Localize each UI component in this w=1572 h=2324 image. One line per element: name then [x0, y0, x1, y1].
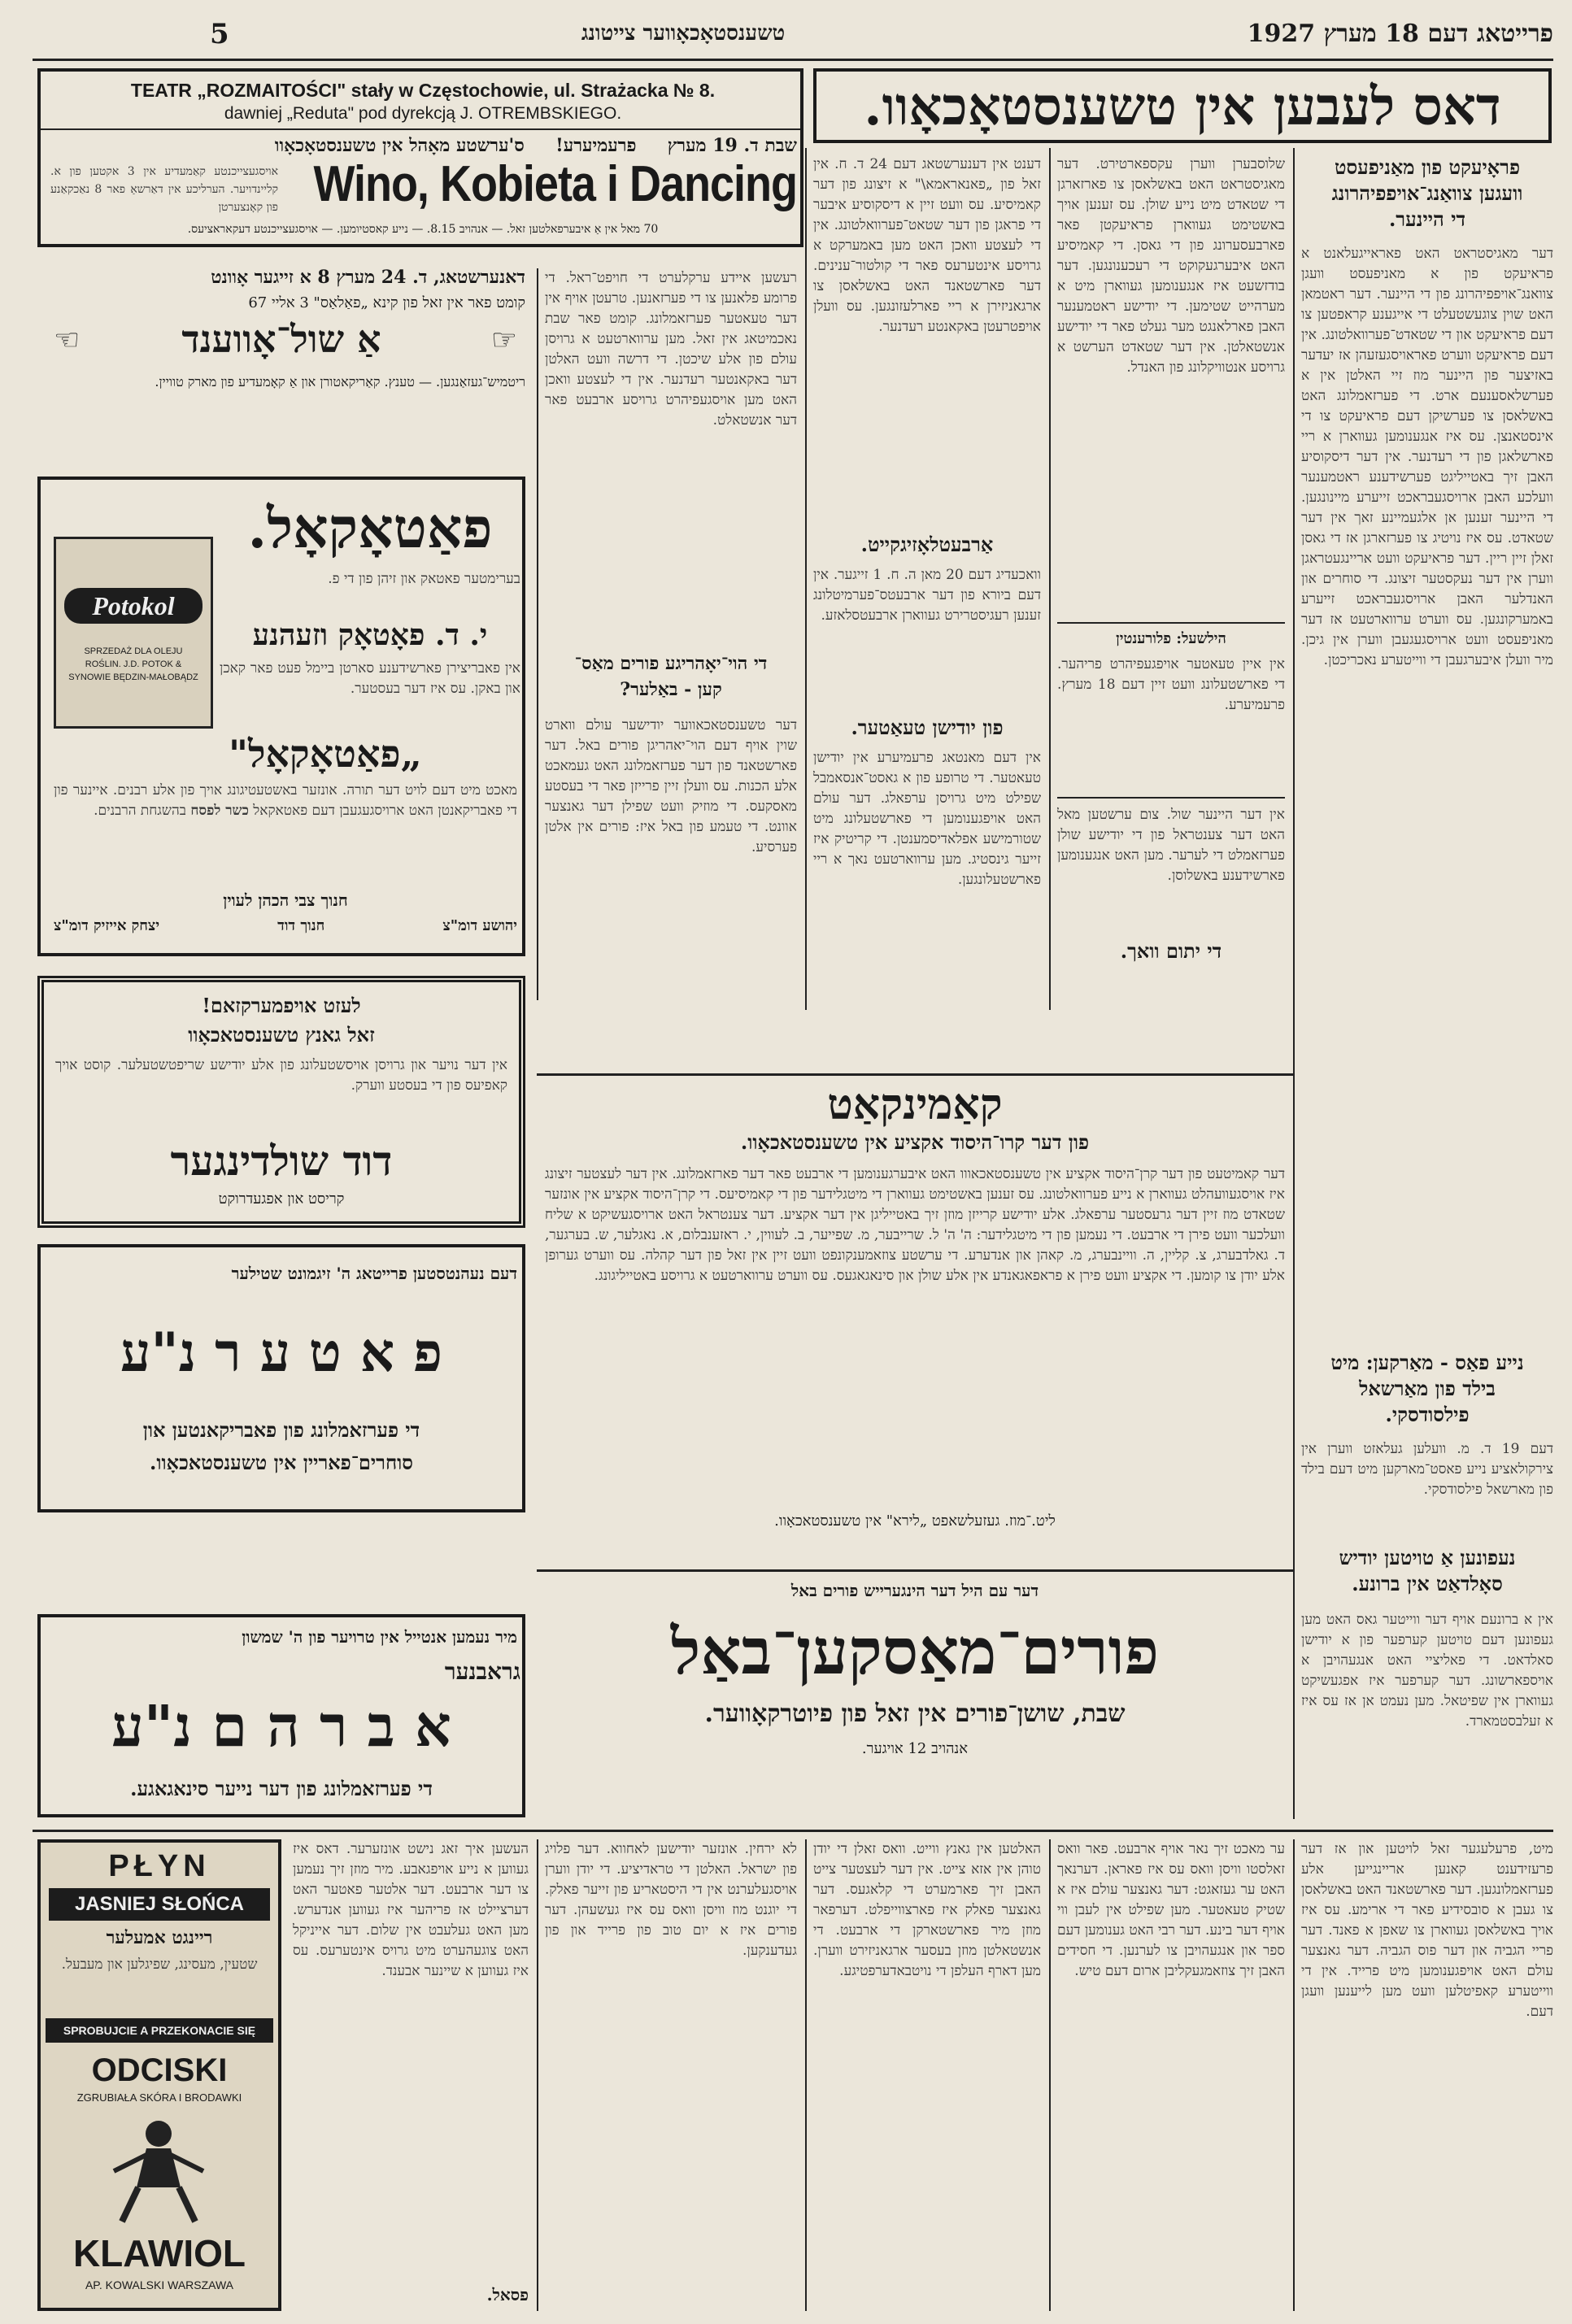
bottom-col-5: העשען איך זאג נישט אונזערער. דאס איז געווען א נייע אויפגאבע. מיר מוזן זיך נעמען צו דער ארבעט. דער אלטער פאטער האט דערציילט אז פריהער איז געווען אנדערש. מען האט געלעבט אין שלום. דער אייניקל האט צוגעהערט מיט גרויס אינטערעס. עס איז געווען א שיינער אבענד.: [293, 1841, 529, 1979]
plyn-slogan: SPROBUJCIE A PRZEKONACIE SIĘ: [46, 2018, 273, 2043]
masq-title: זאל גאנץ טשענסטאכאָוו: [188, 1023, 375, 1047]
avraham-line2: גראבנער: [444, 1658, 520, 1685]
masthead: [0, 0, 1572, 57]
sub10-line1: די הוי־יאָהריגע פורים מאַס־: [574, 653, 768, 674]
theatre-side-text: אויסגעצייכנטע קאַמעדיע אין 3 אקטען פון א. קליינדויער. הערליכע אין דאַרשאַ פאר 8 נאַכקאַנע פון קאָנצערטן: [50, 165, 278, 214]
avraham-footer: די פערזאמלונג פון דער נייער סינאגאגע.: [130, 1777, 433, 1800]
lecture-line1: דאנערשטאג, ד. 24 מערץ 8 א זייגער אָוונט: [211, 267, 525, 288]
col-rule-1: [1293, 148, 1295, 1819]
midright-text-3: אין דער היינער שול. צום ערשטען מאל האט דער צענטראל פון די יודישע שולן פערזאמלט די לערער. מען האט אנגענומען פארשידענע באשלוסן.: [1057, 807, 1285, 884]
midright-rule: [1057, 622, 1285, 624]
potokol-text-3: מאכט מיט דעם לויט דער תורה. אונזער באשטעטיגונג אויך פון אלע רבנים. איינער פון די פאבריקאנטן האט ארויסגעגעבן דעם פאטאקאל כשר לפסח בהשגחת הרבנים.: [54, 782, 517, 819]
plyn-figure-image: [89, 2114, 228, 2228]
potokol-maker: י. ד. פאָטאָק וזעהנע: [252, 618, 488, 652]
lecture-footer: ריטמיש־געזאַנגען. — טענץ. קאַריקאטורן און אַ קאָמעדיע פון מארק טוויין.: [155, 374, 525, 390]
main-article-header: [813, 68, 1552, 143]
midright-text-1: שלוסבערן ווערן עקספארטירט. דער מאגיסטראט האט באשלאסן צו פארזארגן די שטאדט מיט נייע שולן. עס זענען אויך באשטימט געווארן פראיעקטן פאר פארבעסערונג פון די גאסן. די קאמיסיע האט איבערגעקוקט די רעכענונגען. דער בודזשעט איז אנגענומען געווארן מיט א מערהייט שטימען. די יודישע ראטמענער האבן פארלאנגט מער געלט פאר די יודישע אנשטאלטן. אין דער שטאדט הערשט א גרויסע אנטוויקלונג פון האנדל.: [1057, 156, 1285, 376]
rabbi-1: יהושע דומ"צ: [442, 917, 517, 934]
masq-name: דוד שולדינגער: [170, 1137, 393, 1185]
bottom-col-rule-3: [805, 1839, 807, 2311]
masthead-rule: [33, 59, 1553, 61]
cantor-line3: די פערזאמלונג פון פאבריקאנטען און: [142, 1418, 420, 1442]
bottom-col-2: ער מאכט זיך נאר אויף ארבעט. פאר וואס זאלסטו וויסן וואס עס איז פאראן. דערנאך האט ער געזאגט: דער גאנצער עולם איז א שטיק טעאטער. מען שפילט אין לעבן ווי אויף דער בינע. דער רבי האט גענומען דעם ספר און אנגעהויבן צו לערנען. די חסידים האבן זיך צוזאמגעקליבן ארום דעם טיש.: [1057, 1841, 1285, 1979]
mid-column: [813, 154, 1041, 1008]
potokol-sign: חנוך צבי הכהן לעוין: [223, 890, 348, 910]
sub1-line2: וועגען צוואַנג־אויפפיהרונג: [1331, 181, 1523, 205]
theatre-ad: [37, 68, 803, 247]
masq-text: אין דער נויער און גרויסן אויסשטעלונג פון אלע יודישע שריפטשטעלער. קוסט אויך קאפיעס פון די בעסטע ווערק.: [55, 1057, 507, 1094]
sub2-line3: פילסודסקי.: [1385, 1403, 1470, 1426]
hand-icon-right: ☞: [490, 324, 517, 357]
potokol-text-2: אין פאבריצירן פארשידענע סארטן ביימל פעט פאר קאכן און באקן. עס איז דער בעסטער.: [220, 660, 520, 697]
lecture-ad: [37, 254, 525, 400]
potokol-rabbis: [54, 917, 517, 953]
page-number: 5: [210, 18, 229, 50]
potokol-kosher: כשר לפסח: [190, 803, 249, 819]
sub3-line2: סאָלדאַט אין ברונע.: [1352, 1572, 1503, 1595]
kaminkat-section: [537, 1073, 1293, 1545]
paper-name: טשענסטאָכאָווער צייטונג: [581, 21, 786, 46]
avraham-ad: [37, 1614, 525, 1817]
bottom-col-rule-4: [537, 1839, 538, 2311]
right-col-text-3: אין א ברונעם אויף דער ווייטער גאס האט מען געפונען דעם טויטען קערפער פון א יודישן סאלדאט. די פאליציי האט אנגעהויבן א אויספארשונג. דער קערפער איז אפגעשיקט געווארן אין שפיטאל. מען נעמט אן אז עס איז א זעלבסטמארד.: [1301, 1612, 1553, 1730]
right-column: [1301, 154, 1553, 1813]
left-mid-column: [545, 268, 797, 1000]
theatre-divider: [41, 128, 800, 130]
purim-line: שבת, שושן־פורים אין זאל פון פיוטרקאָווער.: [704, 1699, 1126, 1728]
sub5: די יתום וואך.: [1120, 939, 1222, 963]
sub2: [1301, 1350, 1553, 1431]
sub1: [1301, 154, 1553, 236]
avraham-title: א ב ר ה ם נ"ע: [111, 1692, 451, 1757]
cantor-ad: [37, 1244, 525, 1512]
bottom-col-rule-1: [1293, 1839, 1295, 2311]
rabbi-2: חנוך דוד: [277, 917, 325, 934]
potokol-product: „פאַטאָקאָל": [229, 732, 422, 776]
leftmid-text-2: דער טשענסטאכאווער יודישער עולם ווארט שוין אויף דעם הוי־יאהריגן פורים באל. דער פארשטאנד פון דער פערזאמלונג האט געמאכט אלע הכנות. עס וועלן זיין פרייזן פאר די בעסטע מאסקעס. די מוזיק וועט שפילן דער גאנצער אוונט. די טעמע פון באל איז: פורים אין אלטן פערסיע.: [545, 717, 797, 855]
masquerade-small-ad: [37, 976, 525, 1228]
masq-footer: קריסט און אפגעדרוקט: [218, 1190, 345, 1208]
potokol-title: פאַטאָקאָל.: [247, 496, 493, 561]
col-rule-3: [805, 148, 807, 1010]
plyn-text: שטעין, מעסינג, שפיגלען און מעבעל.: [61, 1956, 258, 1973]
theatre-date: שבת ד. 19 מערץ: [667, 135, 797, 156]
cantor-line1: דעם נעהנטסטען פרייטאג ה' זיגמונט שטילער: [231, 1264, 517, 1283]
midright-text-2: אין איין טעאטער אויפגעפיהרט פריהער. די פארשטעלונג וועט זיין דעם 18 מערץ. פרעמיערע.: [1057, 656, 1285, 713]
potokol-ad: [37, 477, 525, 956]
potokol-box-image: [54, 537, 213, 729]
theatre-first: ס'ערשטע מאָהל אין טשענסטאָכאָוו: [274, 135, 525, 156]
right-col-text-2: דעם 19 ד. מ. וועלען געלאזט ווערן אין צירקולאציע נייע פאסט־מארקען מיט דעם בילד פון מארשאל פילסודסקי.: [1301, 1441, 1553, 1498]
kaminkat-footer: ליט.־מוז. געזעלשאפט „לירא" אין טשענסטאכאָוו.: [774, 1512, 1056, 1530]
sub10: [545, 651, 797, 707]
masq-heading: לעזט אויפמערקזאם!: [202, 994, 361, 1017]
col-rule-2: [1049, 148, 1051, 1010]
mid-text-3: אין דעם מאנטאג פרעמיערע אין יודישן טעאטער. די טרופע פון א גאסט־אנסאמבל שפילט מיט גרויסן ערפאלג. דער עולם האט אויפגענומען די פארשטעלונג מיט שטורמישע אפלאדיסמענטן. די קריטיק איז זייער גינסטיג. מען ערווארטעט נאך א ריי פארשטעלונגען.: [813, 750, 1041, 888]
sub1-line3: די היינער.: [1388, 207, 1466, 231]
sub10-line2: קען - באַלער?: [620, 679, 722, 700]
purim-top-rule: [537, 1569, 1293, 1572]
kaminkat-text: דער קאמיטעט פון דער קרן־היסוד אקציע אין טשענסטאכאווו האט איבערגענומען די ארבעט פאר דער פארזאמלונג. אין דער לעצטער זיצונג איז אויסגעוועהלט געווארן א נייע פערוואלטונג. עס זענען באשטימט געווארן די מיטגלידער פון די קאמיסיעס. די קרן־היסוד אקציע אין אונזער שטאדט מוז זיין דער גרעסטער ערפאלג. אלע יודישע קרייזן מוזן זיך באטייליגן אין דער אקציע. דער צענטראל האט ארויסגעשיקט א שליח וועלכער וועט פירן די ארבעט. די נעמען פון די מיטגלידער: ה' ה' ל. שרייבער, מ. שפייער, ב. לעווין, י. ראזענבלום, א. נאגלער, ש. בערגער, ד. גאלדבערג, צ. קליין, ה. וויינבערג, מ. קאהן און אנדערע. די ערשטע צוזאמענקונפט וועט זיין אין זאל פון דער קהלה. עס ווערט גערופן אלע יודן צו קומען. די אקציע וועט פירן א פראפאגאנדע אין אלע שולן און סינאגאגעס. עס ווערט ערווארטעט א גרויסע באטייליגונג.: [545, 1166, 1285, 1284]
theatre-title: Wino, Kobieta i Dancing: [313, 155, 797, 212]
mid-text-1: דענט אין דענערשטאג דעם 24 ד. ח. אין זאל פון „פאנאראמא\" א זיצונג פון דער קאמיסיע. עס וועט זיין א דיסקוסיע איבער די פראגן פון דער שטאט־פערוואלטונג. אין די לעצטע וואכן האט מען באמערקט א גרויסע אינטערעס פאר די קולטור־ענינים. דער פארשטאנד האט באשלאסן צו ארגאניזירן א ריי פארלעזונגען. עס וועלן אויפטרעטן באקאנטע רעדנער.: [813, 156, 1041, 335]
sub4: הילשעל: פלורענטין: [1116, 630, 1226, 647]
plyn-klawiol: KLAWIOL: [72, 2232, 246, 2274]
plyn-ad: [37, 1839, 281, 2311]
theatre-line1: TEATR „ROZMAITOŚCI" stały w Częstochowie, ul. Strażacka № 8.: [130, 80, 716, 101]
sub2-line2: בילד פון מאַרשאל: [1359, 1377, 1496, 1400]
dancer-figure-icon: [89, 2114, 228, 2228]
sub3: [1301, 1545, 1553, 1602]
purim-footer: אנהויב 12 אויגער.: [861, 1740, 969, 1757]
midright-rule-2: [1057, 797, 1285, 799]
purim-title: פורים־מאַסקען־באַל: [670, 1615, 1160, 1688]
sub6: אַרבעטלאָזיגקייט.: [860, 533, 994, 556]
cantor-line4: סוחרים־פאריין אין טשענסטאכאָוו.: [150, 1451, 413, 1474]
bottom-col-1: מיט, פרעלעגער זאל לויטען און אז דער פרעזידענט קאנען אריינגייען אלע פערזאמלונגען. דער פארשטאנד האט באשלאסן צו געבן א סובסידיע פאר די ארימע. עס איז אויך באשלאסן געווארן צו שאפן א פאנד. דער פריי הגביה און דער פוס הגביה. דער גאנצער עולם האט אויפגענומען מיט פרייד. אין די ווייטערע קאפיטלען וועט מען לייענען וועגן דעם.: [1301, 1841, 1553, 2020]
theatre-line2: dawniej „Reduta" pod dyrekcją J. OTREMBSKIEGO.: [224, 104, 622, 123]
mid-text-2: וואכעדיג דעם 20 מאן ה. ח. 1 זייגער. אין דעם ביורא פון דער ארבעטס־פערמיטלונג זענען רעגיסטרירט געווארן ארבעטסלאזע.: [813, 567, 1041, 624]
rabbi-3: יצחק אייזיק דומ"צ: [54, 917, 160, 934]
sub3-line1: נעפונען אַ טויטען יודיש: [1339, 1546, 1516, 1569]
bottom-col-4: לא ירחין. אונזער יודישען לאחווא. דער פלויג פון ישראל. האלטן די טראדיציע. די יודן ווערן אויסגעלערנט אין די היסטאריע פון זייער פאלק. די יוגנט מוז וויסן וואס עס איז געשעהן. דער פורים איז א יום טוב פון פרייד און פון געדענקען.: [545, 1841, 797, 1959]
leftmid-text-1: רעשען איידע ערקלערט די חויפט־ראל. די פרומע פלאנען צו די פערזאנען. טרעטן אויף אין דער טעאטער פערזאמלונג. קומט פאר שבת נאכמיטאג אין זאל. מען ערווארטעט א גרויסן עולם פון אלע שיכטן. די דרשה וועט האלטן דער באקאנטער רעדנער. אין די לעצטע וואכן האט מען אויסגעפיהרט גרויסע ארבעט פאר דער אנשטאלט.: [545, 270, 797, 429]
mid-right-column: [1057, 154, 1285, 1008]
plyn-sub: ריינגט אמעלער: [106, 1927, 213, 1948]
lecture-line2: קומט פאר אין זאל פון קינא „פאַלאַס" 3 אליי 67: [248, 294, 525, 311]
sub1-line1: פראָיעקט פון מאַניפעסט: [1334, 155, 1520, 179]
cantor-title: פ א ט ע ר נ"ע: [120, 1321, 442, 1384]
lecture-title: אַ שול־אָווענד: [181, 317, 381, 361]
kaminkat-subtitle: פון דער קרו־היסוד אקציע אין טשענסטאכאָוו.: [740, 1130, 1090, 1154]
kaminkat-top-rule: [537, 1073, 1293, 1076]
potokol-box-label: Potokol: [64, 588, 202, 624]
col-rule-4: [537, 268, 538, 1000]
theatre-premiere: פרעמיערע!: [555, 135, 637, 156]
sub7: פון יודישן טעאַטער.: [851, 716, 1004, 739]
hand-icon-left: ☜: [54, 324, 81, 357]
plyn-odciski-sub: ZGRUBIAŁA SKÓRA I BRODAWKI: [76, 2091, 242, 2104]
potokol-box-sub: SPRZEDAŻ DLA OLEJU ROŚLIN. J.D. POTOK & SYNOWIE BĘDZIN-MAŁOBĄDZ: [68, 646, 198, 682]
sub2-line1: נייע פאַס - מאַרקען: מיט: [1330, 1351, 1524, 1374]
plyn-brand: JASNIEJ SŁOŃCA: [49, 1888, 270, 1921]
bottom-section-rule: [33, 1830, 1553, 1832]
purim-ad: [537, 1569, 1293, 1813]
bottom-col-3: האלטען אין גאנץ ווייט. וואס זאלן די יודן טוהן אין אזא צייט. אין דער לעצטער צייט האבן זיך פארמערט די קלאגעס. דער גאנצער פאלק איז פארצווייפלט. דערפאר מוזן מיר פארשטארקן די ארבעט. די אנשטאלטן מוזן בעסער ארגאניזירט ווערן. מען דארף העלפן די נויטבאדערפטיגע.: [813, 1841, 1041, 1979]
plyn-title: PŁYN: [108, 1849, 211, 1883]
masthead-date: פרייטאג דעם 18 מערץ 1927: [1247, 20, 1553, 48]
bottom-col-rule-2: [1049, 1839, 1051, 2311]
purim-pre: דער עם היל דער הינגערייש פורים באל: [790, 1581, 1039, 1600]
right-col-text-1: דער מאגיסטראט האט פאראייגעלאנט א פראיעקט פון א מאניפעסט וועגן צוואנג־אויפפיהרונג פון די היינער. דער ראטמאן האט שוין צוגעשטעלט די אייגענע קראפטען צו דעם פראיעקט און די שטאדט־פערוואלטונג. אין דעם פראיעקט ווערט פאראויסגעזעהן אז יעדער באזיצער פון היינער מוז זיי האלטן אין א פערשלאסענעם ארט. די פערזאמלונג האט באשלאסן צו פערשיקן דעם פראיעקט צו די אינסטאנצן. עס איז אנגענומען געווארן א ריי פארשלאגן פון די רעדנער. אין דער דיסקוסיע האבן זיך באטייליגט פערשידענע ראטמענער וועלכע האבן ארויסגעבראכט זייערע מיינונגען. די היינער זענען אן אלגעמיינע זאך אין דער שטאדט. עס איז נויטיג צו פערזארגן אז די גאסן זאלן זיין ריין. דער פראיעקט וועט אריינגעטראגן ווערן אין דער נעקסטער זיצונג. די סוחרים און האנדלער האבן ארויסגעבראכט זייערע באמערקונגען. עס ווערט ערווארטעט אז דער מאניפעסט וועט ארויסגעגעבן ווערן אין גיכן. מיר וועלן איבערגעבן די ווייטערע נאכריכטן.: [1301, 246, 1553, 668]
bottom-footer: פסאל.: [486, 2285, 529, 2304]
avraham-line1: מיר נעמען אנטייל אין טרויער פון ה' שמשון: [242, 1627, 517, 1647]
plyn-odciski: ODCISKI: [91, 2052, 228, 2088]
theatre-footer: 70 מאל אין אַ איבערפאלטען זאל. — אנהויב 8.15. — נייע קאסטיומען. — אויסגעצייכנטע דעקאראציעס.: [187, 223, 659, 236]
plyn-maker: AP. KOWALSKI WARSZAWA: [85, 2278, 234, 2291]
main-article-title: דאס לעבען אין טשענסטאָכאָוו.: [864, 76, 1501, 137]
potokol-text-1: בערימטער פאטאק און זיהן פון די פ.: [328, 571, 520, 587]
kaminkat-title: קאַמינקאַט: [827, 1080, 1003, 1129]
